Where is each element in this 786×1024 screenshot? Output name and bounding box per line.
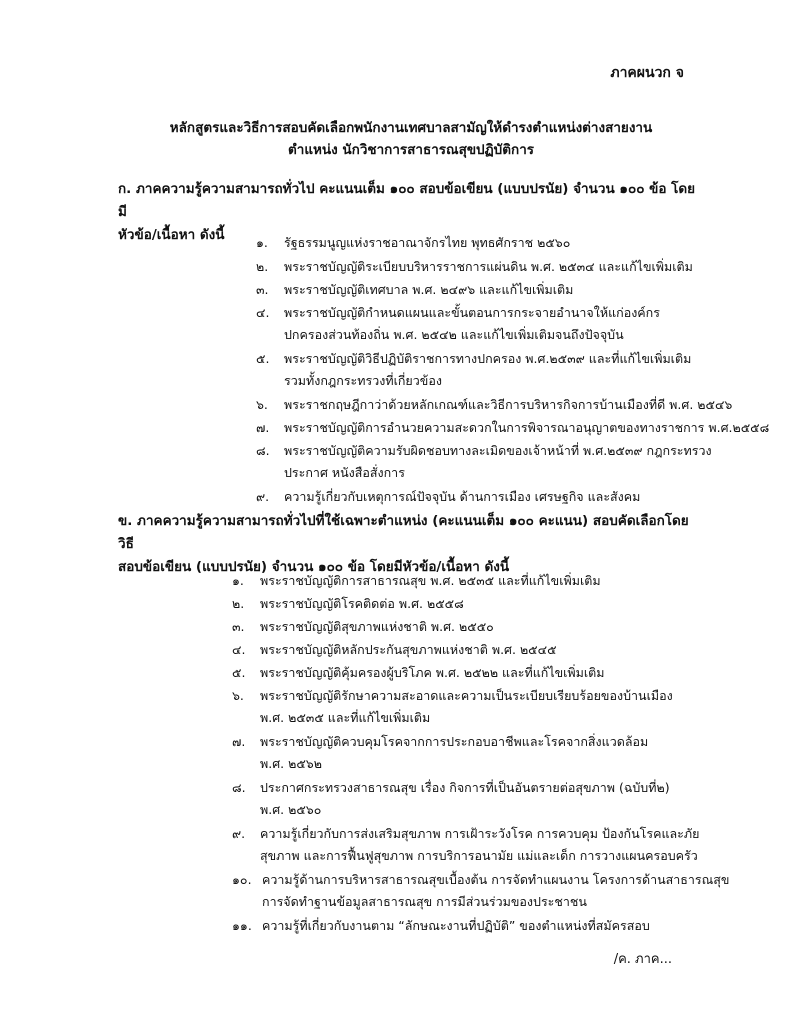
item-number: ๕. (232, 665, 246, 680)
item-text-continued: รวมทั้งกฎกระทรวงที่เกี่ยวข้อง (284, 373, 442, 388)
item-text: พระราชบัญญัติคุ้มครองผู้บริโภค พ.ศ. ๒๕๒๒ และที่แก้ไขเพิ่มเติม (260, 665, 605, 680)
appendix-label: ภาคผนวก จ (610, 65, 684, 81)
item-number: ๓. (232, 619, 245, 634)
document-title-line1: หลักสูตรและวิธีการสอบคัดเลือกพนักงานเทศบาลสามัญให้ดำรงตำแหน่งต่างสายงาน (169, 120, 653, 136)
list-item (256, 440, 712, 461)
item-text: พระราชบัญญัติเทศบาล พ.ศ. ๒๔๙๖ และแก้ไขเพิ่มเติม (284, 282, 574, 297)
list-item (232, 593, 464, 614)
item-number: ๗. (256, 420, 270, 435)
item-text: ความรู้ด้านการบริหารสาธารณสุขเบื้องต้น การจัดทำแผนงาน โครงการด้านสาธารณสุข (262, 872, 730, 887)
item-text: พระราชบัญญัติควบคุมโรคจากการประกอบอาชีพและโรคจากสิ่งแวดล้อม (260, 734, 649, 749)
item-number: ๑๑. (232, 918, 252, 933)
item-text: พระราชบัญญัติรักษาความสะอาดและความเป็นระเบียบเรียบร้อยของบ้านเมือง (260, 688, 673, 703)
item-text: พระราชบัญญัติกำหนดแผนและขั้นตอนการกระจายอำนาจให้แก่องค์กร (284, 305, 660, 320)
item-number: ๔. (256, 305, 270, 320)
item-text: รัฐธรรมนูญแห่งราชอาณาจักรไทย พุทธศักราช ๒๕๖๐ (284, 235, 571, 250)
list-item (256, 394, 732, 415)
section-a-heading-line2: หัวข้อ/เนื้อหา ดังนี้ (118, 227, 225, 243)
item-text: ความรู้เกี่ยวกับการส่งเสริมสุขภาพ การเฝ้าระวังโรค การควบคุม ป้องกันโรคและภัย (260, 826, 700, 841)
item-number: ๔. (232, 642, 246, 657)
item-text: พระราชบัญญัติวิธีปฏิบัติราชการทางปกครอง พ.ศ.๒๕๓๙ และที่แก้ไขเพิ่มเติม (284, 351, 692, 366)
list-item (256, 417, 769, 438)
item-text: พระราชบัญญัติความรับผิดชอบทางละเมิดของเจ้าหน้าที่ พ.ศ.๒๕๓๙ กฎกระทรวง (284, 443, 712, 458)
section-a-heading-line1: ก. ภาคความรู้ความสามารถทั่วไป คะแนนเต็ม ๑๐๐ สอบข้อเขียน (แบบปรนัย) จำนวน ๑๐๐ ข้อ โดยมี (118, 181, 696, 220)
item-number: ๙. (256, 489, 270, 504)
list-item (232, 570, 601, 591)
item-text: ความรู้เกี่ยวกับเหตุการณ์ปัจจุบัน ด้านการเมือง เศรษฐกิจ และสังคม (284, 489, 641, 504)
item-text: พระราชกฤษฎีกาว่าด้วยหลักเกณฑ์และวิธีการบริหารกิจการบ้านเมืองที่ดี พ.ศ. ๒๕๔๖ (284, 397, 733, 412)
item-number: ๘. (256, 443, 270, 458)
item-text-continued: ปกครองส่วนท้องถิ่น พ.ศ. ๒๕๔๒ และแก้ไขเพิ่มเติมจนถึงปัจจุบัน (284, 327, 624, 342)
item-text-continued: พ.ศ. ๒๕๖๒ (260, 756, 322, 771)
item-number: ๙. (232, 826, 246, 841)
list-item (232, 662, 605, 683)
item-text: พระราชบัญญัติการสาธารณสุข พ.ศ. ๒๕๓๕ และที่แก้ไขเพิ่มเติม (260, 573, 601, 588)
item-text-continued: พ.ศ. ๒๕๓๕ และที่แก้ไขเพิ่มเติม (260, 710, 431, 725)
item-text: ประกาศกระทรวงสาธารณสุข เรื่อง กิจการที่เป็นอันตรายต่อสุขภาพ (ฉบับที่๒) (260, 780, 670, 795)
item-number: ๗. (232, 734, 246, 749)
item-number: ๘. (232, 780, 246, 795)
item-number: ๒. (232, 596, 245, 611)
list-item (232, 731, 648, 752)
item-number: ๑. (256, 235, 268, 250)
item-text-continued: สุขภาพ และการฟื้นฟูสุขภาพ การบริการอนามัย แม่และเด็ก การวางแผนครอบครัว (260, 848, 698, 863)
item-number: ๖. (232, 688, 244, 703)
item-number: ๓. (256, 282, 269, 297)
list-item (256, 279, 573, 300)
document-title-line2: ตำแหน่ง นักวิชาการสาธารณสุขปฏิบัติการ (287, 142, 535, 158)
item-text: ความรู้ที่เกี่ยวกับงานตาม “ลักษณะงานที่ปฏิบัติ” ของตำแหน่งที่สมัครสอบ (262, 918, 650, 933)
list-item (256, 232, 570, 253)
list-item (232, 777, 670, 798)
item-text: พระราชบัญญัติหลักประกันสุขภาพแห่งชาติ พ.ศ. ๒๕๔๕ (260, 642, 557, 657)
item-text-continued: การจัดทำฐานข้อมูลสาธารณสุข การมีส่วนร่วมของประชาชน (262, 894, 587, 909)
list-item (232, 823, 699, 844)
list-item (256, 348, 691, 369)
section-b-heading-line2: สอบข้อเขียน (แบบปรนัย) จำนวน ๑๐๐ ข้อ โดยมีหัวข้อ/เนื้อหา ดังนี้ (118, 559, 510, 575)
item-text-continued: พ.ศ. ๒๕๖๐ (260, 802, 322, 817)
continuation-footer: /ค. ภาค... (613, 952, 672, 967)
list-item (232, 869, 729, 890)
item-text: พระราชบัญญัติการอำนวยความสะดวกในการพิจารณาอนุญาตของทางราชการ พ.ศ.๒๕๕๘ (284, 420, 770, 435)
item-number: ๒. (256, 259, 269, 274)
item-number: ๕. (256, 351, 270, 366)
item-number: ๑. (232, 573, 244, 588)
section-b-heading (118, 510, 698, 579)
list-item (256, 256, 693, 277)
item-text: พระราชบัญญัติโรคติดต่อ พ.ศ. ๒๕๕๘ (260, 596, 464, 611)
list-item (232, 616, 494, 637)
item-number: ๑๐. (232, 872, 252, 887)
list-item (232, 915, 650, 936)
item-text: พระราชบัญญัติสุขภาพแห่งชาติ พ.ศ. ๒๕๕๐ (260, 619, 494, 634)
list-item (232, 685, 673, 706)
item-text: พระราชบัญญัติระเบียบบริหารราชการแผ่นดิน พ.ศ. ๒๕๓๔ และแก้ไขเพิ่มเติม (284, 259, 693, 274)
item-number: ๖. (256, 397, 268, 412)
list-item (256, 486, 640, 507)
section-b-heading-line1: ข. ภาคความรู้ความสามารถทั่วไปที่ใช้เฉพาะตำแหน่ง (คะแนนเต็ม ๑๐๐ คะแนน) สอบคัดเลือกโดยวิธี (118, 513, 689, 552)
list-item (256, 302, 660, 323)
item-text-continued: ประกาศ หนังสือสั่งการ (284, 465, 405, 480)
list-item (232, 639, 557, 660)
